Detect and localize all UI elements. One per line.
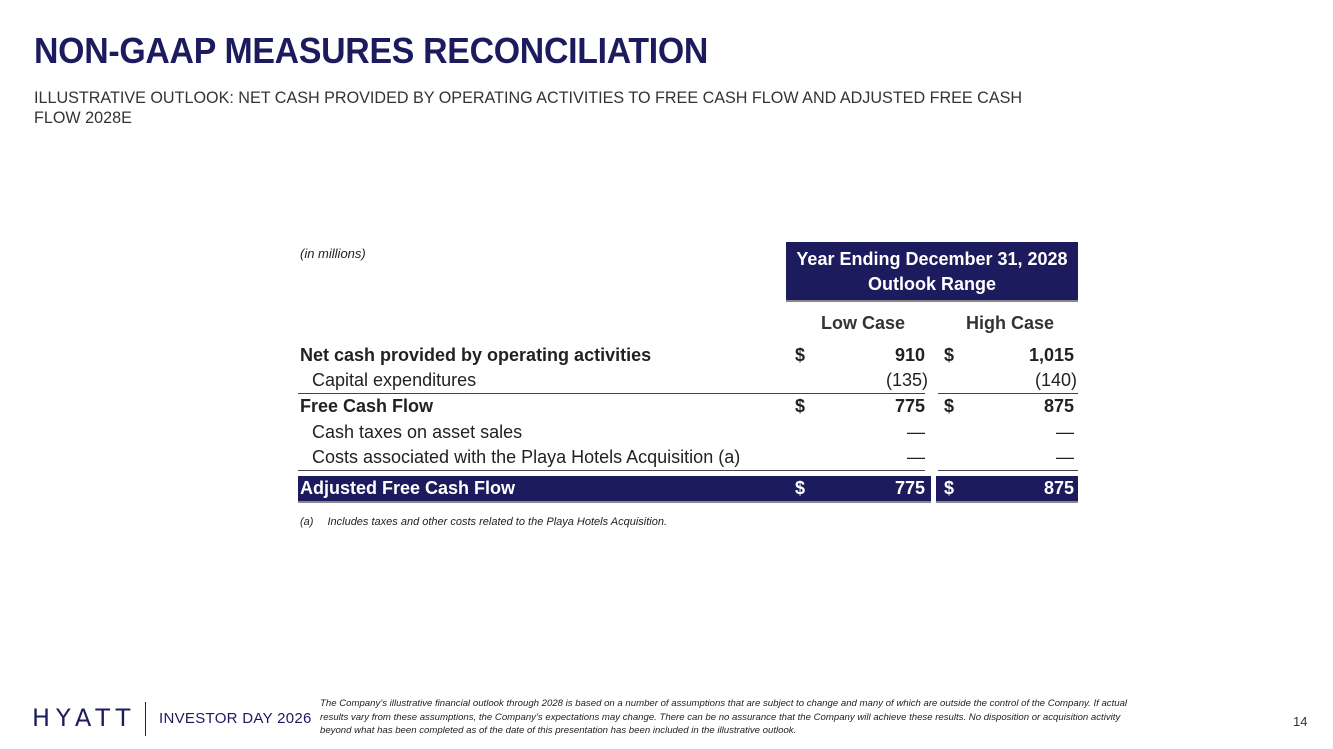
- low-case-value: 775: [894, 396, 925, 416]
- total-double-rule-right: [936, 501, 1078, 503]
- row-label: Costs associated with the Playa Hotels Acquisition (a): [312, 447, 741, 467]
- dollar-sign: $: [944, 478, 955, 498]
- table-row-net-cash: [298, 343, 1078, 368]
- row-label: Adjusted Free Cash Flow: [300, 478, 516, 498]
- low-case-value: (135): [885, 370, 928, 390]
- footer-divider: [145, 702, 146, 736]
- footnote-text: Includes taxes and other costs related to the Playa Hotels Acquisition.: [327, 516, 668, 528]
- period-header-line2: Outlook Range: [867, 274, 996, 294]
- period-header: [786, 242, 1078, 302]
- event-name: INVESTOR DAY 2026: [159, 710, 312, 727]
- high-case-value: 1,015: [1028, 345, 1074, 365]
- period-header-line1: Year Ending December 31, 2028: [796, 249, 1068, 269]
- row-label: Free Cash Flow: [300, 396, 434, 416]
- row-label: Cash taxes on asset sales: [312, 422, 523, 442]
- low-case-value: 775: [894, 478, 925, 498]
- footnote-marker: (a): [300, 516, 314, 528]
- page-title: NON-GAAP MEASURES RECONCILIATION: [34, 30, 709, 71]
- high-case-value: 875: [1043, 396, 1074, 416]
- low-case-value: —: [907, 422, 925, 442]
- high-case-value: —: [1056, 422, 1074, 442]
- low-case-value: —: [907, 447, 925, 467]
- page-subtitle: ILLUSTRATIVE OUTLOOK: NET CASH PROVIDED BY OPERATING ACTIVITIES TO FREE CASH FLOW AND ADJUSTED FREE CASH FLOW 2028E: [34, 88, 1023, 127]
- total-rule-high: [938, 470, 1078, 471]
- table-row-cash-taxes: [298, 420, 1078, 445]
- total-double-rule-left: [298, 501, 931, 503]
- low-case-value: 910: [894, 345, 925, 365]
- page-number: 14: [1293, 714, 1308, 729]
- total-rule-label: [298, 470, 925, 471]
- table-row-playa-costs: [298, 445, 1078, 470]
- column-header-low: Low Case: [821, 313, 906, 333]
- footnote: [300, 516, 681, 528]
- dollar-sign: $: [944, 396, 955, 416]
- high-case-value: (140): [1034, 370, 1077, 390]
- units-label: (in millions): [300, 246, 366, 261]
- row-label: Capital expenditures: [312, 370, 477, 390]
- table-row-capex: [298, 368, 1078, 393]
- dollar-sign: $: [795, 396, 806, 416]
- high-case-value: —: [1056, 447, 1074, 467]
- hyatt-logo: HYATT: [32, 704, 137, 732]
- disclaimer-text: The Company’s illustrative financial outlook through 2028 is based on a number of assumptions that are subject to change and many of which are outside the control of the Company. If actual results vary from these assumptions, the Company’s expectations may change. There can be no assurance that the Company will achieve these results. No disposition or acquisition activity beyond what has been completed as of the date of this presentation has been included in the illustrative outlook.: [320, 698, 1128, 736]
- dollar-sign: $: [944, 345, 955, 365]
- row-label: Net cash provided by operating activities: [300, 345, 652, 365]
- high-case-value: 875: [1043, 478, 1074, 498]
- column-header-high: High Case: [966, 313, 1055, 333]
- dollar-sign: $: [795, 345, 806, 365]
- column-gap: [931, 476, 936, 501]
- table-row-free-cash-flow: [298, 394, 1078, 419]
- table-row-adjusted-free-cash-flow: [298, 476, 1078, 501]
- dollar-sign: $: [795, 478, 806, 498]
